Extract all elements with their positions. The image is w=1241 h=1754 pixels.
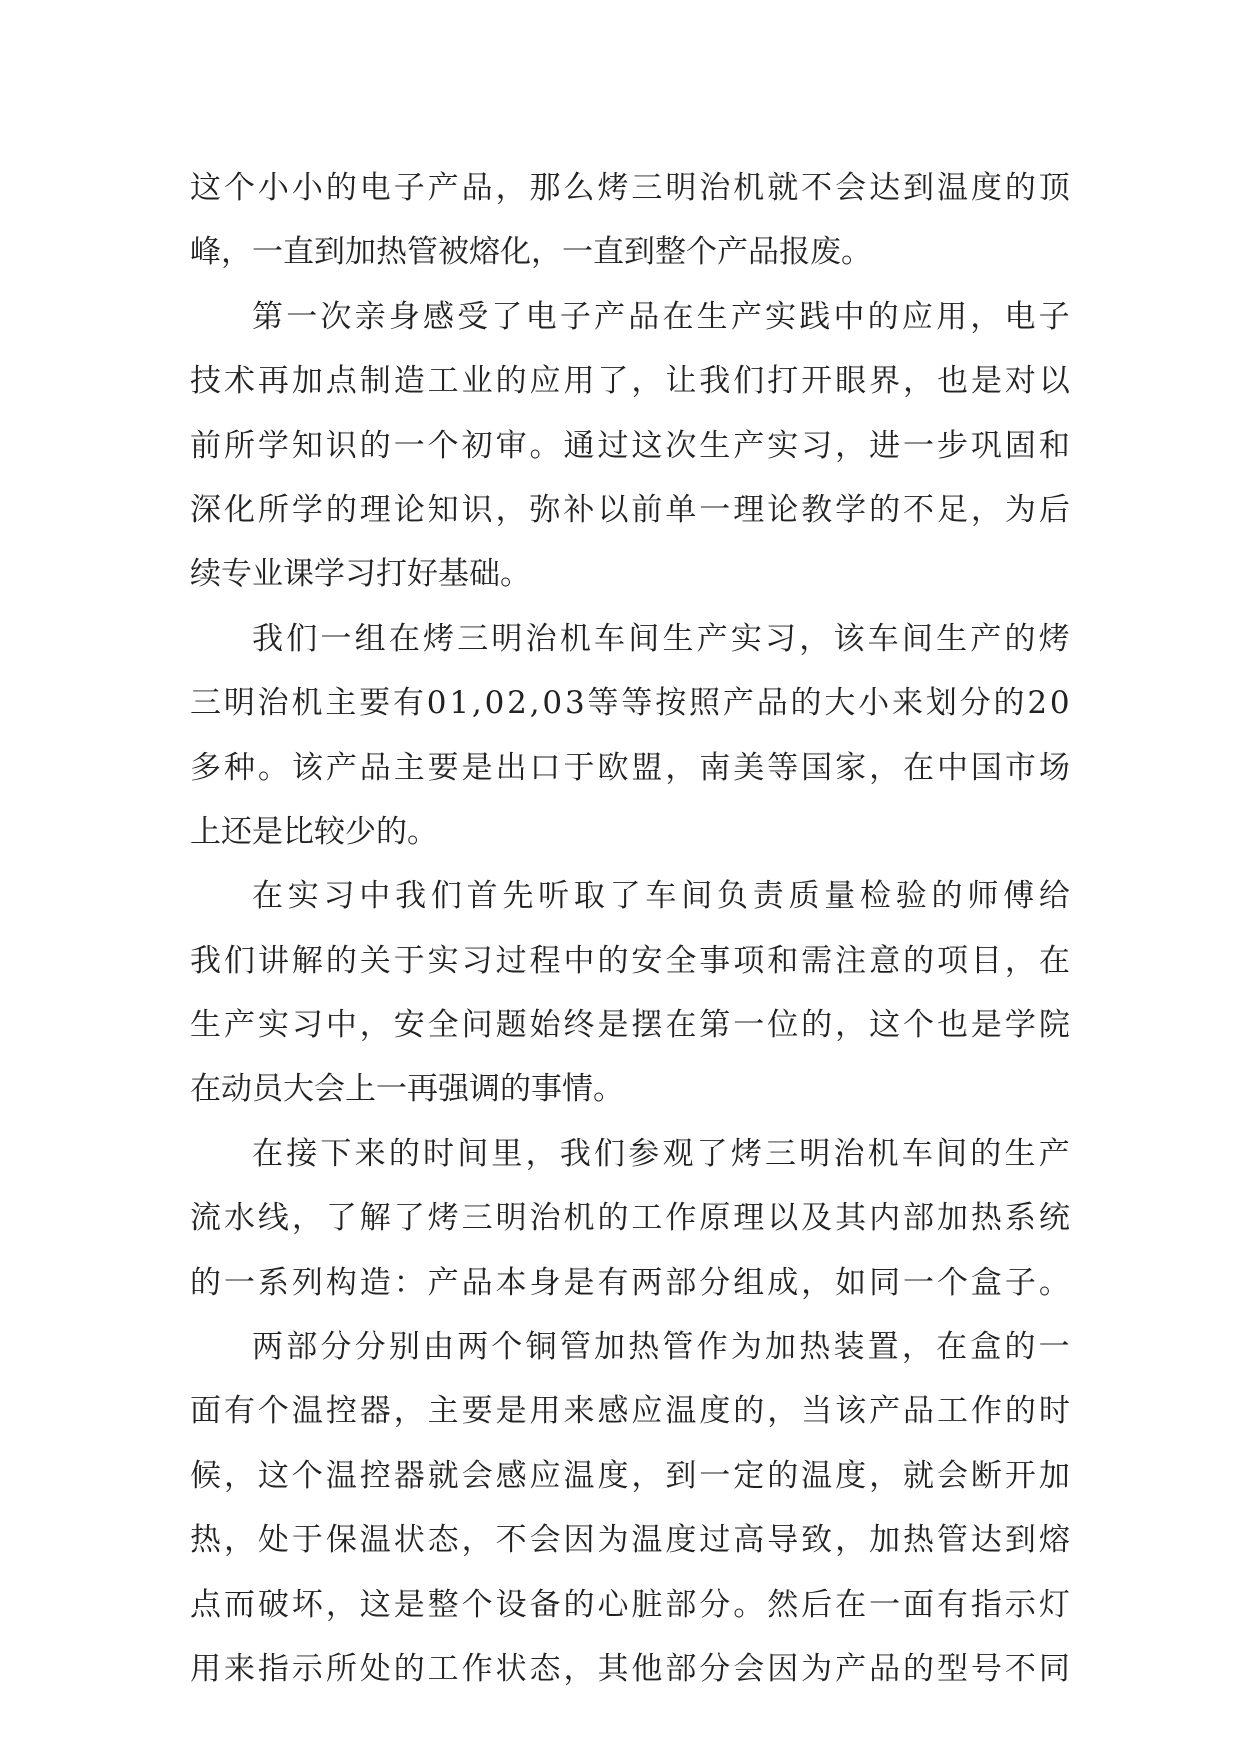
text-line: 在动员大会上一再强调的事情。 <box>190 1071 624 1108</box>
text-line: 上还是比较少的。 <box>190 813 438 850</box>
text-line: 续专业课学习打好基础。 <box>190 556 531 593</box>
text-line: 技 术 再 加 点 制 造 工 业 的 应 用 了 ， 让 我 们 打 开 眼 界 ， 也 是 对 以 <box>190 363 1070 400</box>
text-line: 深 化 所 学 的 理 论 知 识 ， 弥 补 以 前 单 一 理 论 教 学 的 不 足 ， 为 后 <box>190 491 1070 528</box>
text-line: 候 ， 这 个 温 控 器 就 会 感 应 温 度 ， 到 一 定 的 温 度 ， 就 会 断 开 加 <box>190 1457 1070 1494</box>
text-line: 第 一 次 亲 身 感 受 了 电 子 产 品 在 生 产 实 践 中 的 应 用 ， 电 子 <box>252 298 1070 335</box>
text-line: 在 接 下 来 的 时 间 里 ， 我 们 参 观 了 烤 三 明 治 机 车 间 的 生 产 <box>252 1135 1070 1172</box>
text-line: 在 实 习 中 我 们 首 先 听 取 了 车 间 负 责 质 量 检 验 的 师 傅 给 <box>252 878 1070 915</box>
text-line: 的 一 系 列 构 造 ： 产 品 本 身 是 有 两 部 分 组 成 ， 如 同 一 个 盒 子 。 <box>190 1264 1070 1301</box>
text-line: 我 们 一 组 在 烤 三 明 治 机 车 间 生 产 实 习 ， 该 车 间 生 产 的 烤 <box>252 620 1070 657</box>
text-line: 这 个 小 小 的 电 子 产 品 ， 那 么 烤 三 明 治 机 就 不 会 达 到 温 度 的 顶 <box>190 170 1070 206</box>
document-body <box>190 156 1070 1701</box>
text-line: 热 ， 处 于 保 温 状 态 ， 不 会 因 为 温 度 过 高 导 致 ， 加 热 管 达 到 熔 <box>190 1522 1070 1559</box>
text-line: 峰，一直到加热管被熔化，一直到整个产品报废。 <box>190 234 872 271</box>
text-line: 面 有 个 温 控 器 ， 主 要 是 用 来 感 应 温 度 的 ， 当 该 产 品 工 作 的 时 <box>190 1393 1070 1430</box>
text-line: 用 来 指 示 所 处 的 工 作 状 态 ， 其 他 部 分 会 因 为 产 品 的 型 号 不 同 <box>190 1650 1070 1687</box>
text-line: 三 明 治 机 主 要 有 0 1 , 0 2 , 0 3 等 等 按 照 产 品 的 大 小 来 划 分 的 2 0 <box>190 685 1070 722</box>
text-line: 点 而 破 坏 ， 这 是 整 个 设 备 的 心 脏 部 分 。 然 后 在 一 面 有 指 示 灯 <box>190 1586 1070 1623</box>
text-line: 流 水 线 ， 了 解 了 烤 三 明 治 机 的 工 作 原 理 以 及 其 内 部 加 热 系 统 <box>190 1200 1070 1237</box>
text-line: 多 种 。 该 产 品 主 要 是 出 口 于 欧 盟 ， 南 美 等 国 家 ， 在 中 国 市 场 <box>190 749 1070 786</box>
text-line: 我 们 讲 解 的 关 于 实 习 过 程 中 的 安 全 事 项 和 需 注 意 的 项 目 ， 在 <box>190 942 1070 979</box>
text-line: 两 部 分 分 别 由 两 个 铜 管 加 热 管 作 为 加 热 装 置 ， 在 盒 的 一 <box>252 1329 1070 1366</box>
text-line: 生 产 实 习 中 ， 安 全 问 题 始 终 是 摆 在 第 一 位 的 ， 这 个 也 是 学 院 <box>190 1007 1070 1044</box>
text-line: 前 所 学 知 识 的 一 个 初 审 。 通 过 这 次 生 产 实 习 ， 进 一 步 巩 固 和 <box>190 427 1070 464</box>
